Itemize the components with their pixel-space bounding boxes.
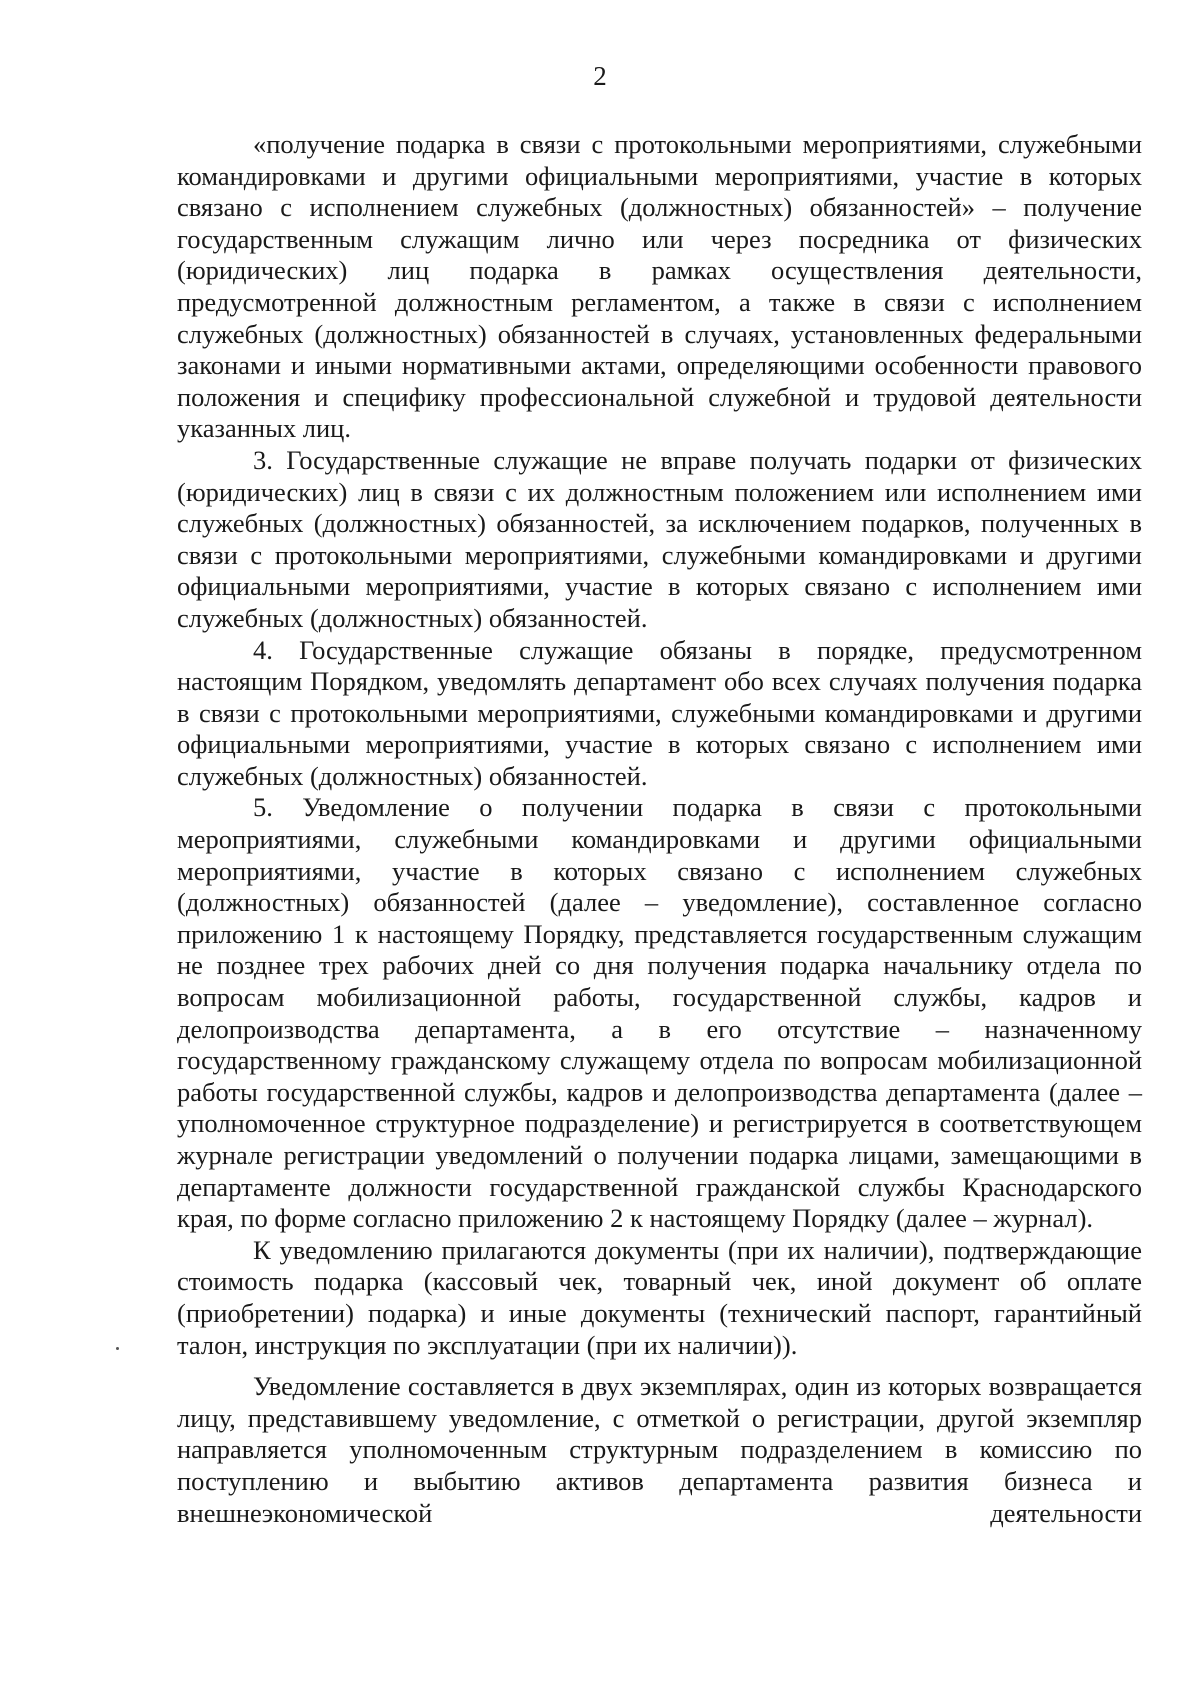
paragraph-copies: Уведомление составляется в двух экземплярах, один из которых возвращается лицу, представившему уведомление, с отметкой о регистрации, другой экземпляр направляется уполномоченным структурным подразделением в комиссию по поступлению и выбытию активов департамента развития бизнеса и внешнеэкономической деятельности (177, 1371, 1142, 1528)
paragraph-attachments: К уведомлению прилагаются документы (при их наличии), подтверждающие стоимость подарка (кассовый чек, товарный чек, иной документ об оплате (приобретении) подарка) и иные документы (технический паспорт, гарантийный талон, инструкция по эксплуатации (при их наличии)). (177, 1234, 1142, 1360)
scan-speck (116, 1347, 119, 1350)
document-body (177, 129, 1142, 1529)
paragraph-4: 4. Государственные служащие обязаны в порядке, предусмотренном настоящим Порядком, уведомлять департамент обо всех случаях получения подарка в связи с протокольными мероприятиями, служебными командировками и другими официальными мероприятиями, участие в которых связано с исполнением ими служебных (должностных) обязанностей. (177, 634, 1142, 791)
paragraph-5: 5. Уведомление о получении подарка в связи с протокольными мероприятиями, служебными командировками и другими официальными мероприятиями, участие в которых связано с исполнением служебных (должностных) обязанностей (далее – уведомление), составленное согласно приложению 1 к настоящему Порядку, представляется государственным служащим не позднее трех рабочих дней со дня получения подарка начальнику отдела по вопросам мобилизационной работы, государственной службы, кадров и делопроизводства департамента, а в его отсутствие – назначенному государственному гражданскому служащему отдела по вопросам мобилизационной работы государственной службы, кадров и делопроизводства департамента (далее – уполномоченное структурное подразделение) и регистрируется в соответствующем журнале регистрации уведомлений о получении подарка лицами, замещающими в департаменте должности государственной гражданской службы Краснодарского края, по форме согласно приложению 2 к настоящему Порядку (далее – журнал). (177, 792, 1142, 1234)
page-number: 2 (593, 61, 607, 91)
paragraph-3: 3. Государственные служащие не вправе получать подарки от физических (юридических) лиц в связи с их должностным положением или исполнением ими служебных (должностных) обязанностей, за исключением подарков, полученных в связи с протокольными мероприятиями, служебными командировками и другими официальными мероприятиями, участие в которых связано с исполнением ими служебных (должностных) обязанностей. (177, 444, 1142, 633)
paragraph-definition: «получение подарка в связи с протокольными мероприятиями, служебными командировками и другими официальными мероприятиями, участие в которых связано с исполнением служебных (должностных) обязанностей» – получение государственным служащим лично или через посредника от физических (юридических) лиц подарка в рамках осуществления деятельности, предусмотренной должностным регламентом, а также в связи с исполнением служебных (должностных) обязанностей в случаях, установленных федеральными законами и иными нормативными актами, определяющими особенности правового положения и специфику профессиональной служебной и трудовой деятельности указанных лиц. (177, 129, 1142, 444)
